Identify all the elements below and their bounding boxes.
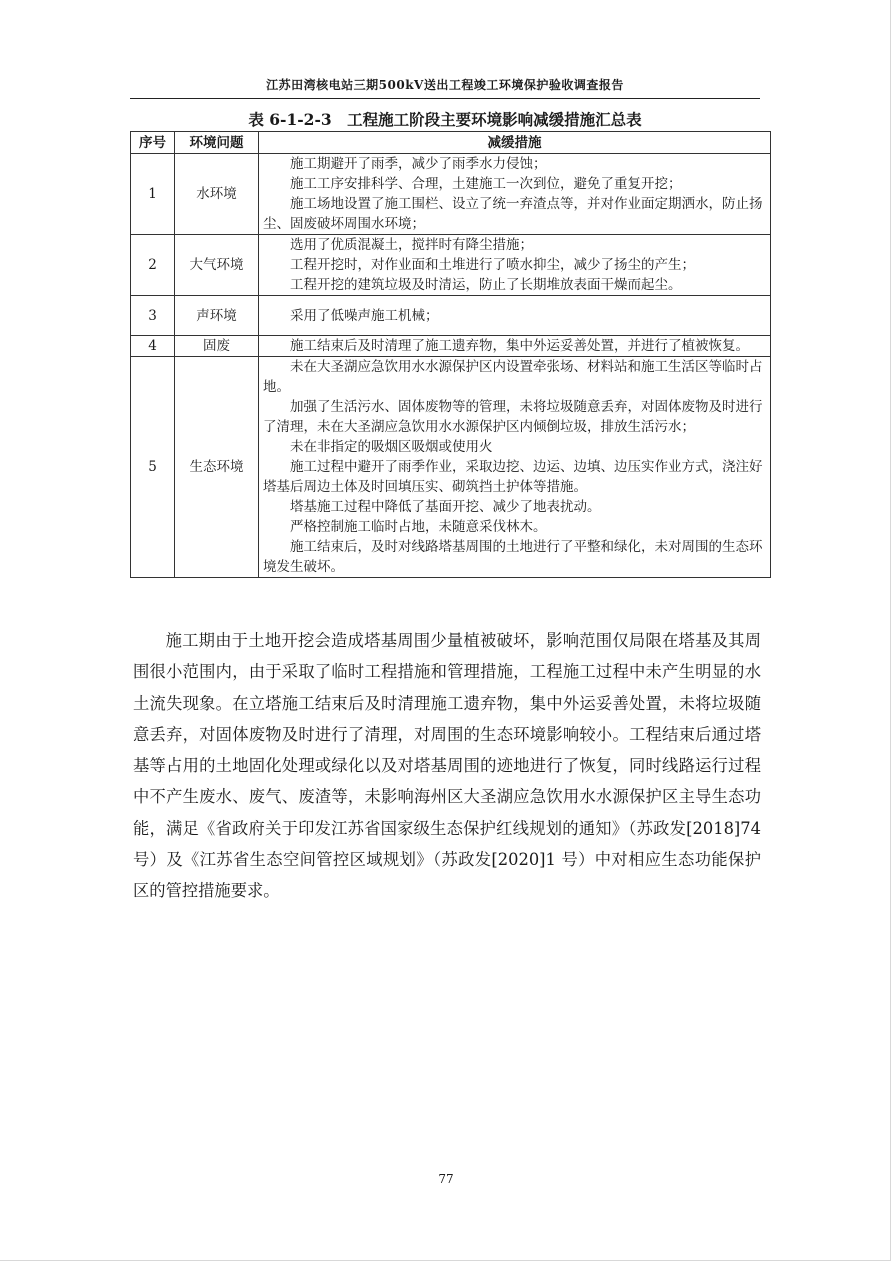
row-number: 2 (131, 235, 175, 296)
measure-item: 塔基施工过程中降低了基面开挖、减少了地表扰动。 (290, 499, 601, 515)
row-measures (259, 336, 771, 357)
report-header: 江苏田湾核电站三期500kV送出工程竣工环境保护验收调查报告 (266, 78, 624, 92)
column-header-measures: 减缓措施 (259, 132, 771, 154)
mitigation-measures-table (130, 131, 771, 578)
row-issue: 声环境 (175, 296, 259, 336)
table-row (131, 235, 771, 296)
column-header-no: 序号 (131, 132, 175, 154)
measure-item: 施工工序安排科学、合理，土建施工一次到位，避免了重复开挖； (290, 176, 682, 192)
column-header-issue: 环境问题 (175, 132, 259, 154)
table-title: 表 6-1-2-3 工程施工阶段主要环境影响减缓措施汇总表 (248, 110, 642, 129)
header-rule (130, 98, 760, 99)
measure-item: 工程开挖时，对作业面和土堆进行了喷水抑尘，减少了扬尘的产生； (290, 257, 695, 273)
measure-item: 加强了生活污水、固体废物等的管理，未将垃圾随意丢弃，对固体废物及时进行了清理，未在大圣湖应急饮用水水源保护区内倾倒垃圾，排放生活污水； (263, 399, 763, 435)
measure-item: 施工结束后，及时对线路塔基周围的土地进行了平整和绿化，未对周围的生态环境发生破坏。 (263, 539, 763, 575)
measure-item: 工程开挖的建筑垃圾及时清运，防止了长期堆放表面干燥而起尘。 (290, 277, 682, 293)
row-measures (259, 235, 771, 296)
table-row (131, 154, 771, 235)
row-measures (259, 357, 771, 578)
row-measures (259, 154, 771, 235)
measure-item: 未在大圣湖应急饮用水水源保护区内设置牵张场、材料站和施工生活区等临时占地。 (263, 359, 763, 395)
row-number: 4 (131, 336, 175, 357)
row-number: 3 (131, 296, 175, 336)
measure-item: 严格控制施工临时占地，未随意采伐林木。 (290, 519, 547, 535)
row-number: 5 (131, 357, 175, 578)
row-issue: 生态环境 (175, 357, 259, 578)
body-paragraph: 施工期由于土地开挖会造成塔基周围少量植被破坏，影响范围仅局限在塔基及其周围很小范围内，由于采取了临时工程措施和管理措施，工程施工过程中未产生明显的水土流失现象。在立塔施工结束后及时清理施工遗弃物，集中外运妥善处置，未将垃圾随意丢弃，对固体废物及时进行了清理，对周围的生态环境影响较小。工程结束后通过塔基等占用的土地固化处理或绿化以及对塔基周围的迹地进行了恢复，同时线路运行过程中不产生废水、废气、废渣等，未影响海州区大圣湖应急饮用水水源保护区主导生态功能，满足《省政府关于印发江苏省国家级生态保护红线规划的通知》（苏政发[2018]74 号）及《江苏省生态空间管控区域规划》（苏政发[2020]1 号）中对相应生态功能保护区的管控措施要求。 (133, 631, 761, 901)
measure-item: 施工场地设置了施工围栏、设立了统一弃渣点等，并对作业面定期洒水，防止扬尘、固废破坏周围水环境； (263, 196, 763, 232)
measure-item: 施工过程中避开了雨季作业，采取边挖、边运、边填、边压实作业方式，浇注好塔基后周边土体及时回填压实、砌筑挡土护体等措施。 (263, 459, 763, 495)
measure-item: 施工结束后及时清理了施工遗弃物，集中外运妥善处置，并进行了植被恢复。 (290, 338, 749, 354)
row-measures (259, 296, 771, 336)
table-row (131, 357, 771, 578)
table-row (131, 336, 771, 357)
row-issue: 固废 (175, 336, 259, 357)
measure-item: 施工期避开了雨季，减少了雨季水力侵蚀； (290, 156, 547, 172)
measure-item: 采用了低噪声施工机械； (290, 307, 439, 324)
row-number: 1 (131, 154, 175, 235)
page-number: 77 (438, 1172, 454, 1186)
table-row (131, 296, 771, 336)
row-issue: 水环境 (175, 154, 259, 235)
table-header-row (131, 132, 771, 154)
measure-item: 选用了优质混凝土，搅拌时有降尘措施； (290, 237, 533, 253)
row-issue: 大气环境 (175, 235, 259, 296)
measure-item: 未在非指定的吸烟区吸烟或使用火 (290, 439, 493, 455)
